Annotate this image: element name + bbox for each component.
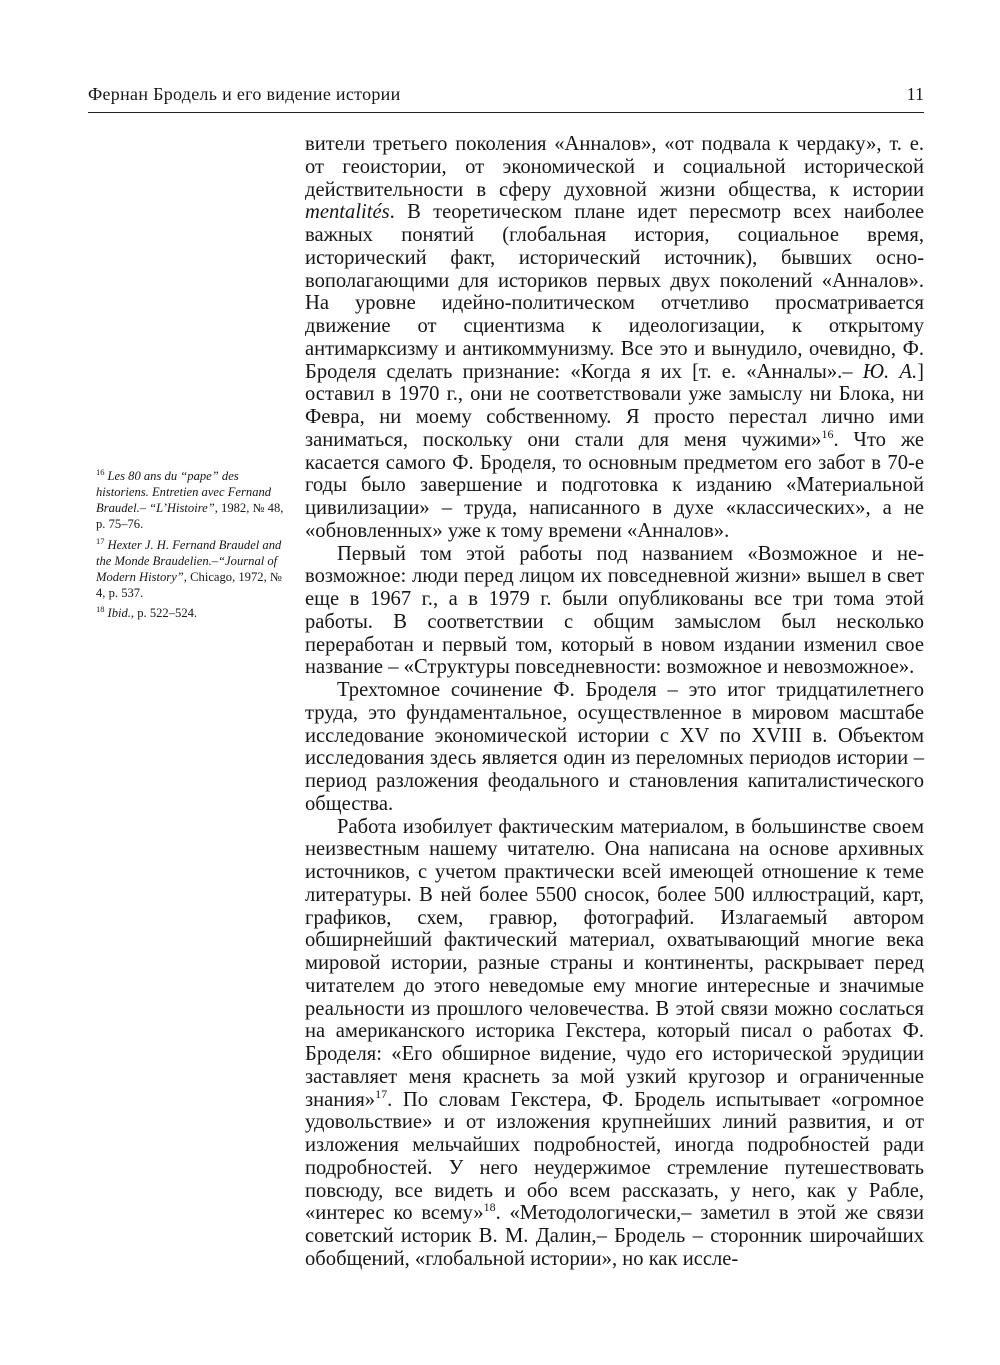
footnote-17 <box>96 533 286 602</box>
page-number: 11 <box>906 84 924 104</box>
text-run-italic: mentalités <box>305 201 390 224</box>
footnote-text: 1982, № 48, p. 75–76. <box>96 501 284 532</box>
footnote-text: Chicago, 1972, № 4, p. 537. <box>96 569 282 601</box>
footnote-ref-17: 17 <box>375 1086 388 1101</box>
footnote-mark: 16 <box>96 467 105 477</box>
text-run: . Что же касается самого Ф. Броделя, то основным предметом его забот в 70-е годы было завершение и подготовка к изданию «Материальной цивилизации» – труда, написанного в духе «классических», а не «обновленных» уже к тому времени «Анналов». <box>305 428 925 542</box>
paragraph: Трехтомное сочинение Ф. Броделя – это итог тридцатилетнего труда, это фундаментальное, осуществленное в мировом масштабе исследование экономической истории с XV по XVIII в. Объектом исследования здесь является один из переломных периодов истории – период разложения феодального и становления капиталистического общества. <box>305 679 924 815</box>
footnote-mark: 18 <box>96 604 105 615</box>
footnote-text: Les 80 ans du “pape” des historiens. Entretien avec Fernand Braudel.– “L’Histoire”, <box>96 469 272 516</box>
sidenotes <box>96 464 286 621</box>
footnote-18 <box>96 601 286 621</box>
text-run: вители третьего поколения «Анналов», «от подвала к чердаку», т. е. от геоистории, от экономической и социальной исторической действительности в сферу духовной жизни общества, к истории <box>305 133 924 201</box>
text-run: . «Методологически,– заметил в этой же связи советский историк В. М. Далин,– Бродель – сторонник широчайших обобщений, «глобальной истории», но как иссле- <box>305 1202 924 1270</box>
footnote-16 <box>96 464 286 533</box>
footnote-mark: 17 <box>96 535 105 546</box>
text-run: Работа изобилует фактическим материалом, в большинстве своем неизвестным нашему читателю. Она написана на основе архивных источников, с учетом практически всей имеющей отношение к теме литературы. В ней более 5500 сносок, более 500 иллюстраций, карт, графиков, схем, гравюр, фотографий. Излагаемый автором обширнейший фактический материал, охватывающий многие века мировой истории, разные страны и континенты, раскрывает перед читателем до этого неведомые ему многие интересные и значимые реальности из прошлого человечества. В этой связи можно сослаться на американского историка Гекстера, который писал о работах Ф. Броделя: «Его обширное видение, чудо его исторической эрудиции заставляет меня краснеть за мой узкий кругозор и ограниченные знания» <box>305 815 924 1111</box>
footnote-ref-16: 16 <box>821 426 834 441</box>
running-title: Фернан Бродель и его видение истории <box>88 84 401 104</box>
text-run: . В теоретическом плане идет пересмотр всех наиболее важных понятий (глобальная история, социальное время, исторический факт, исторический источник), бывших основополагающими для историков первых двух поколений «Анналов». На уровне идейно-политическом отчетливо просматривается движение от сциентизма к идеологизации, к открытому антимарксизму и антикоммунизму. Все это и вынудило, очевидно, Ф. Броделя сделать признание: «Когда я их [т. е. «Анналы».– <box>305 201 924 383</box>
paragraph <box>305 133 924 543</box>
text-run: . По словам Гекстера, Ф. Бродель испытывает «огромное удовольствие» и от изложения крупнейших линий развития, и от изложения мельчайших подробностей, иногда подробностей ради подробностей. У него неудержимое стремление путешествовать повсюду, все видеть и обо всем рассказать, у него, как у Рабле, «интерес ко всему» <box>305 1088 924 1225</box>
footnote-text: Hexter J. H. Fernand Braudel and the Monde Braudelien.–“Journal of Modern History”, <box>96 537 282 584</box>
page-header <box>88 84 924 112</box>
footnote-ref-18: 18 <box>483 1200 496 1215</box>
footnote-text: p. 522–524. <box>134 606 198 621</box>
paragraph <box>305 816 924 1271</box>
text-run: ] оставил в 1970 г., они не соответствовали уже замыслу ни Блока, ни Февра, ни моему собственному. Я просто перестал лично ими заниматься, поскольку они стали для меня чужими» <box>305 360 924 451</box>
text-run-italic: Ю. А. <box>862 360 918 383</box>
main-text <box>305 133 924 1271</box>
paragraph: Первый том этой работы под названием «Возможное и невозможное: люди перед лицом их повседневной жизни» вышел в свет еще в 1967 г., а в 1979 г. были опубликованы все три тома этой работы. В соответствии с общим замыслом был несколько переработан и первый том, который в новом издании изменил свое название – «Структуры повседневности: возможное и невозможное». <box>305 542 924 679</box>
header-rule <box>88 112 924 113</box>
footnote-text: Ibid., <box>107 606 135 621</box>
